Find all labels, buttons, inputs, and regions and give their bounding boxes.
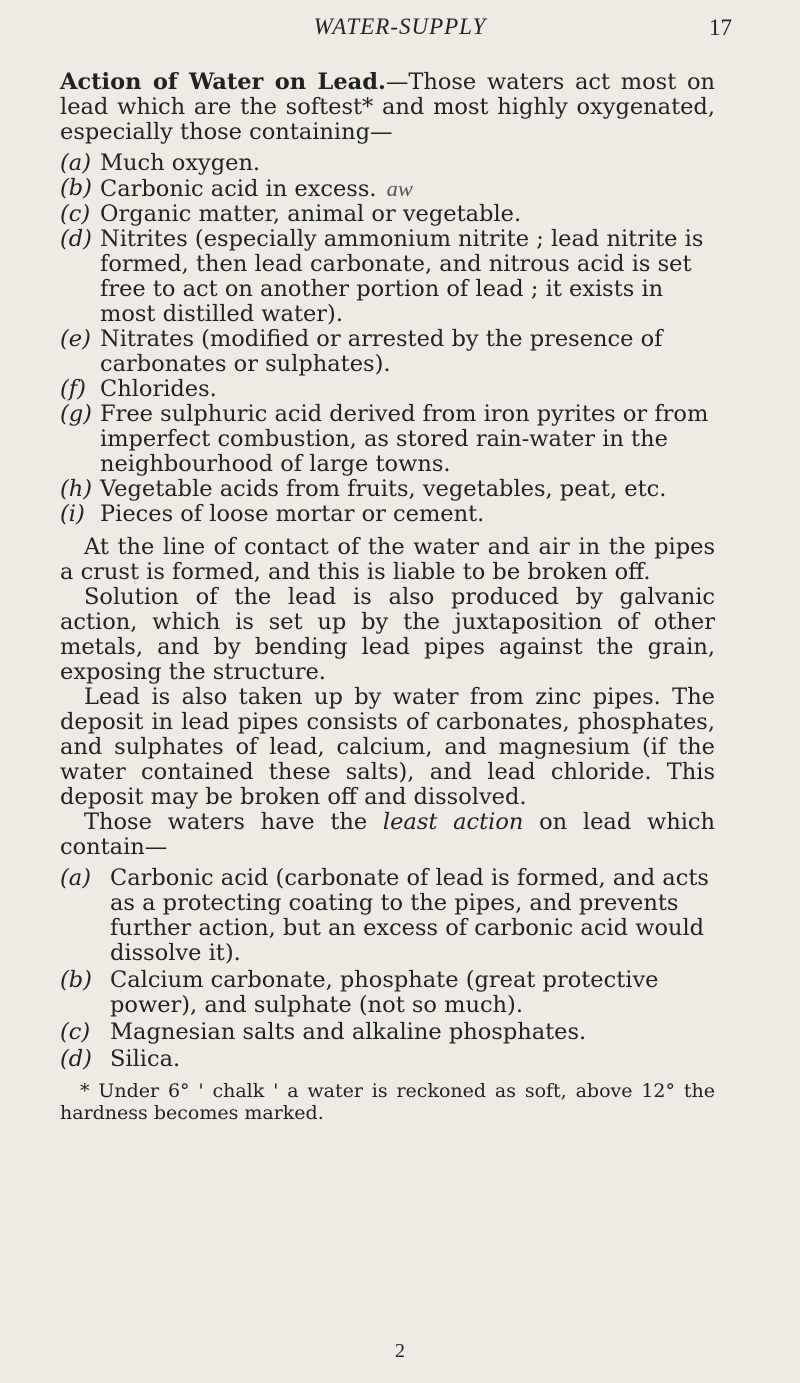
list-item bbox=[60, 1020, 715, 1045]
list-item bbox=[60, 227, 715, 327]
item-label: (f) bbox=[60, 376, 86, 402]
signature-mark: 2 bbox=[395, 1340, 405, 1362]
item-label: (d) bbox=[60, 1046, 92, 1072]
section1-intro bbox=[60, 70, 715, 145]
item-text: Carbonic acid (carbonate of lead is formed, and acts as a protecting coating to the pipes, and prevents further action, but an excess of carbonic acid would dissolve it). bbox=[110, 865, 709, 966]
list-item bbox=[60, 502, 715, 527]
item-label: (e) bbox=[60, 326, 91, 352]
item-text: Nitrites (especially ammonium nitrite ; lead nitrite is formed, then lead carbonate, and nitrous acid is set free to act on another portion of lead ; it exists in most distilled water). bbox=[100, 226, 704, 327]
list-item bbox=[60, 202, 715, 227]
item-text: Free sulphuric acid derived from iron pyrites or from imperfect combustion, as stored rain-water in the neighbourhood of large towns. bbox=[100, 401, 709, 477]
item-label: (b) bbox=[60, 967, 92, 993]
list-item bbox=[60, 377, 715, 402]
item-text: Magnesian salts and alkaline phosphates. bbox=[110, 1019, 587, 1045]
list-item bbox=[60, 866, 715, 966]
list-item bbox=[60, 1047, 715, 1072]
item-text: Organic matter, animal or vegetable. bbox=[100, 201, 522, 227]
running-title: WATER-SUPPLY bbox=[313, 14, 487, 39]
section-title: Action of Water on Lead. bbox=[60, 69, 386, 95]
item-label: (c) bbox=[60, 201, 91, 227]
item-label: (g) bbox=[60, 401, 92, 427]
paragraph-zinc: Lead is also taken up by water from zinc pipes. The deposit in lead pipes consists of carbonates, phosphates, and sulphates of lead, calcium, and magnesium (if the water contained these salts), and lead chloride. This deposit may be broken off and dissolved. bbox=[60, 684, 715, 810]
section1-intro-text: —Those waters act most on lead which are the softest* and most highly oxygenated, especially those containing— bbox=[60, 69, 715, 145]
paragraph-crust: At the line of contact of the water and air in the pipes a crust is formed, and this is liable to be broken off. bbox=[60, 534, 715, 585]
item-label: (d) bbox=[60, 226, 92, 252]
item-label: (c) bbox=[60, 1019, 91, 1045]
item-text: Chlorides. bbox=[100, 376, 217, 402]
list-item bbox=[60, 968, 715, 1018]
item-text: Carbonic acid in excess. bbox=[100, 176, 377, 202]
item-label: (i) bbox=[60, 501, 85, 527]
list-item bbox=[60, 327, 715, 377]
item-text: Much oxygen. bbox=[100, 150, 261, 176]
item-text: Nitrates (modified or arrested by the presence of carbonates or sulphates). bbox=[100, 326, 663, 377]
body-text bbox=[60, 70, 715, 1124]
item-label: (a) bbox=[60, 865, 91, 891]
section2-intro-before: Those waters have the bbox=[84, 809, 383, 835]
section2-intro-after: on lead which contain— bbox=[60, 809, 715, 860]
item-text: Vegetable acids from fruits, vegetables, peat, etc. bbox=[100, 476, 667, 502]
list-item bbox=[60, 176, 715, 202]
section2-intro bbox=[60, 810, 715, 860]
lead-action-list bbox=[60, 151, 715, 527]
section2-emphasis: least action bbox=[382, 809, 524, 835]
least-action-list bbox=[60, 866, 715, 1072]
item-text-wrap bbox=[100, 176, 715, 202]
page-number: 17 bbox=[709, 15, 732, 40]
item-text: Pieces of loose mortar or cement. bbox=[100, 501, 485, 527]
list-item bbox=[60, 151, 715, 176]
handwritten-note: aw bbox=[386, 176, 413, 201]
item-label: (a) bbox=[60, 150, 91, 176]
item-text: Calcium carbonate, phosphate (great protective power), and sulphate (not so much). bbox=[110, 967, 659, 1018]
footnote: * Under 6° ' chalk ' a water is reckoned as soft, above 12° the hardness becomes marked. bbox=[60, 1080, 715, 1124]
list-item bbox=[60, 402, 715, 477]
list-item bbox=[60, 477, 715, 502]
paragraph-galvanic: Solution of the lead is also produced by galvanic action, which is set up by the juxtaposition of other metals, and by bending lead pipes against the grain, exposing the structure. bbox=[60, 584, 715, 685]
item-text: Silica. bbox=[110, 1046, 181, 1072]
item-label: (b) bbox=[60, 175, 92, 201]
item-label: (h) bbox=[60, 476, 93, 502]
